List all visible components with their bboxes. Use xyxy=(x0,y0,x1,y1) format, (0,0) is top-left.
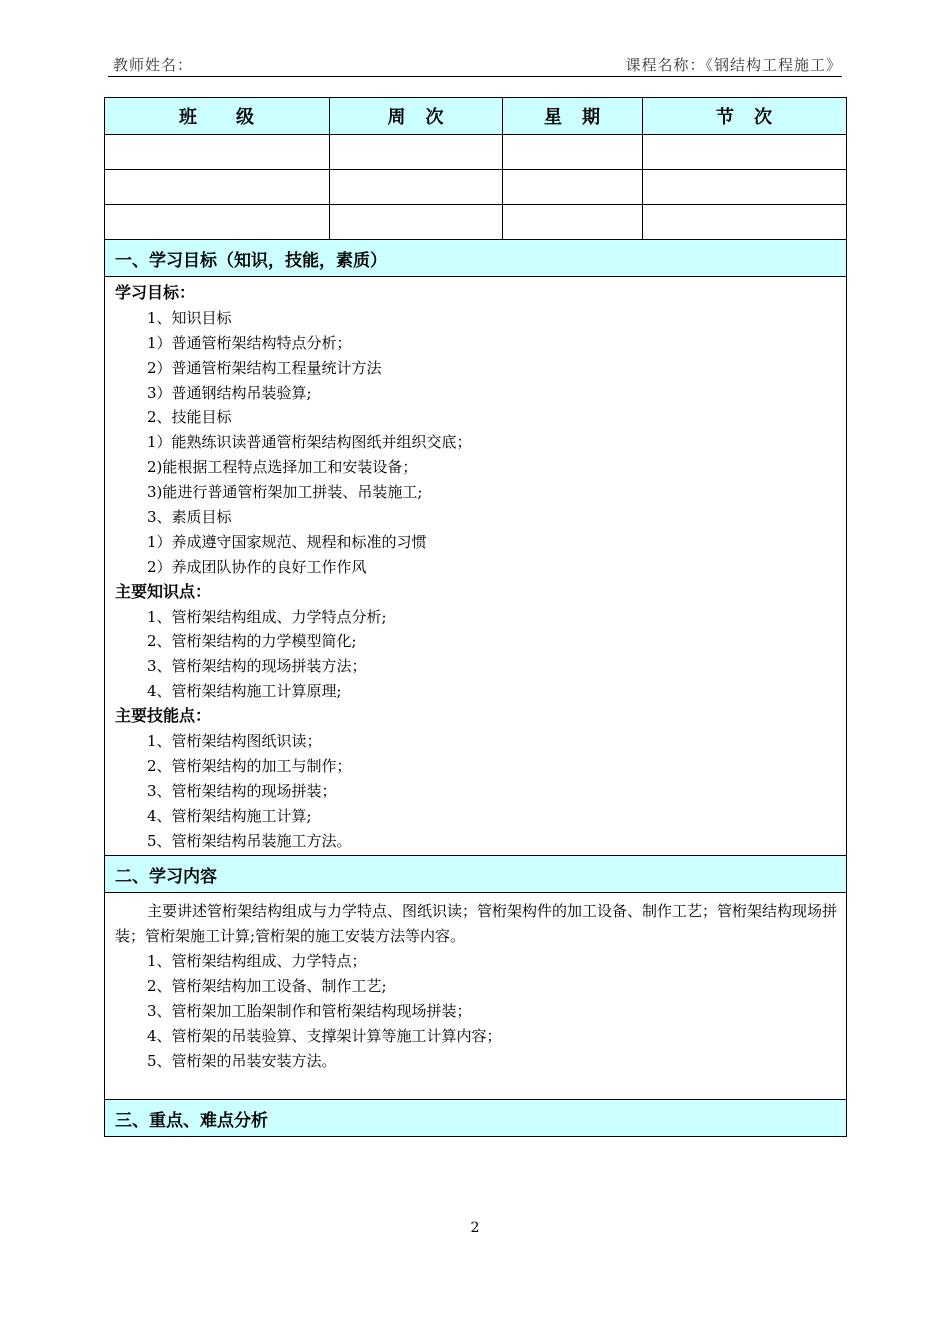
skill-item: 5、管桁架结构吊装施工方法。 xyxy=(147,831,352,850)
objective-item: 2、技能目标 xyxy=(147,408,232,427)
knowledge-item: 4、管桁架结构施工计算原理; xyxy=(147,682,342,701)
page-number: 2 xyxy=(470,1220,480,1236)
objective-item: 3）普通钢结构吊装验算; xyxy=(147,383,312,402)
header-rule xyxy=(108,76,842,77)
knowledge-heading: 主要知识点： xyxy=(115,581,212,601)
section-1-title: 一、学习目标（知识，技能，素质） xyxy=(105,240,847,277)
objectives-heading: 学习目标： xyxy=(115,283,196,302)
content-item: 3、管桁架加工胎架制作和管桁架结构现场拼装； xyxy=(147,1002,472,1021)
schedule-row xyxy=(105,170,847,205)
teacher-name-label: 教师姓名： xyxy=(113,56,194,74)
schedule-cell[interactable] xyxy=(330,205,503,240)
schedule-cell[interactable] xyxy=(643,205,847,240)
objective-item: 1）养成遵守国家规范、规程和标准的习惯 xyxy=(147,532,427,551)
schedule-cell[interactable] xyxy=(503,135,643,170)
objective-item: 3)能进行普通管桁架加工拼装、吊装施工; xyxy=(147,483,423,502)
skill-item: 2、管桁架结构的加工与制作； xyxy=(147,756,352,775)
schedule-cell[interactable] xyxy=(643,170,847,205)
schedule-cell[interactable] xyxy=(105,170,330,205)
course-name-label: 课程名称：《钢结构工程施工》 xyxy=(625,56,842,74)
schedule-cell[interactable] xyxy=(643,135,847,170)
col-weekday-header: 星 期 xyxy=(503,98,643,135)
schedule-cell[interactable] xyxy=(330,170,503,205)
schedule-row xyxy=(105,135,847,170)
schedule-cell[interactable] xyxy=(330,135,503,170)
objective-item: 2）养成团队协作的良好工作作风 xyxy=(147,557,367,576)
section-3-title: 三、重点、难点分析 xyxy=(105,1100,847,1137)
col-week-header: 周 次 xyxy=(330,98,503,135)
objective-item: 2)能根据工程特点选择加工和安装设备； xyxy=(147,458,418,477)
content-item: 5、管桁架的吊装安装方法。 xyxy=(147,1052,337,1071)
objective-item: 1、知识目标 xyxy=(147,308,232,327)
skill-item: 4、管桁架结构施工计算; xyxy=(147,806,312,825)
col-period-header: 节 次 xyxy=(643,98,847,135)
knowledge-item: 3、管桁架结构的现场拼装方法； xyxy=(147,657,367,676)
skill-item: 3、管桁架结构的现场拼装； xyxy=(147,781,337,800)
objective-item: 1）能熟练识读普通管桁架结构图纸并组织交底； xyxy=(147,433,472,452)
content-item: 4、管桁架的吊装验算、支撑架计算等施工计算内容； xyxy=(147,1027,502,1046)
content-item: 1、管桁架结构组成、力学特点； xyxy=(147,952,367,971)
section-2-body xyxy=(105,893,847,1100)
schedule-cell[interactable] xyxy=(503,170,643,205)
content-intro: 主要讲述管桁架结构组成与力学特点、图纸识读；管桁架构件的加工设备、制作工艺；管桁架结构现场拼装；管桁架施工计算;管桁架的施工安装方法等内容。 xyxy=(115,902,838,946)
schedule-row xyxy=(105,205,847,240)
skill-item: 1、管桁架结构图纸识读； xyxy=(147,732,322,751)
schedule-cell[interactable] xyxy=(105,205,330,240)
content-item: 2、管桁架结构加工设备、制作工艺; xyxy=(147,977,387,996)
section-1-body xyxy=(105,277,847,856)
col-class-header: 班 级 xyxy=(105,98,330,135)
objective-item: 1）普通管桁架结构特点分析； xyxy=(147,333,352,352)
schedule-cell[interactable] xyxy=(105,135,330,170)
column-header-row xyxy=(105,98,847,135)
objective-item: 2）普通管桁架结构工程量统计方法 xyxy=(147,358,382,377)
knowledge-item: 1、管桁架结构组成、力学特点分析; xyxy=(147,607,387,626)
section-2-title: 二、学习内容 xyxy=(105,856,847,893)
lesson-plan-table xyxy=(104,97,847,1137)
objective-item: 3、素质目标 xyxy=(147,508,232,527)
skills-heading: 主要技能点： xyxy=(115,706,212,726)
schedule-cell[interactable] xyxy=(503,205,643,240)
knowledge-item: 2、管桁架结构的力学模型简化; xyxy=(147,632,357,651)
